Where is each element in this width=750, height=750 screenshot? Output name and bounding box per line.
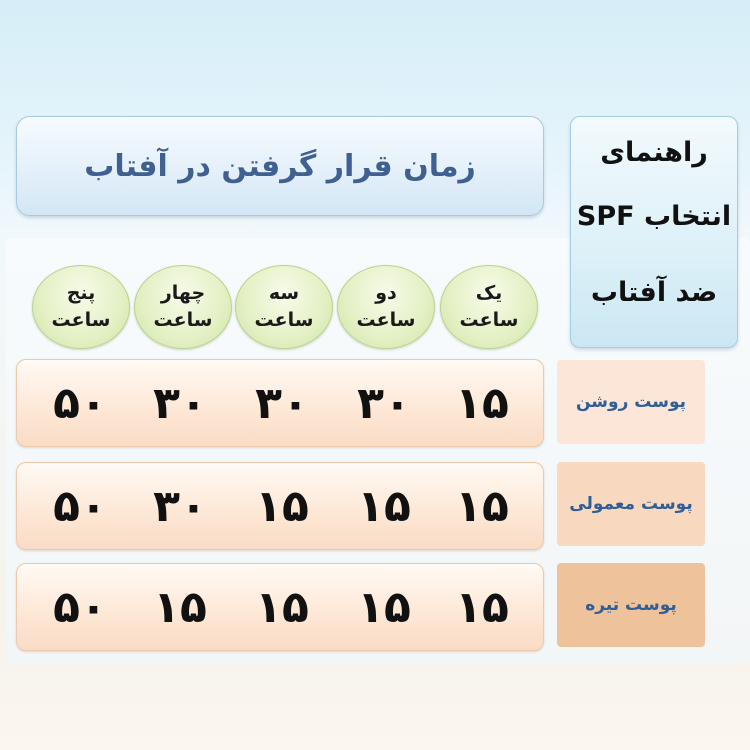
guide-line-2: انتخاب SPF bbox=[576, 201, 732, 232]
guide-line-3: ضد آفتاب bbox=[590, 277, 718, 308]
spf-value: ۱۵ bbox=[357, 480, 411, 532]
guide-line-1: راهنمای bbox=[600, 137, 708, 168]
table-row-dark-skin bbox=[16, 563, 544, 651]
spf-value: ۱۵ bbox=[455, 581, 509, 633]
hour-header-4 bbox=[134, 265, 232, 349]
spf-value: ۱۵ bbox=[255, 581, 309, 633]
hour-header-2 bbox=[337, 265, 435, 349]
hour-unit: ساعت bbox=[153, 309, 213, 331]
spf-value: ۳۰ bbox=[357, 377, 411, 429]
spf-value: ۱۵ bbox=[153, 581, 207, 633]
title-banner bbox=[16, 116, 544, 216]
hour-number: چهار bbox=[160, 282, 206, 304]
spf-value: ۵۰ bbox=[53, 377, 107, 429]
guide-box bbox=[570, 116, 738, 348]
hour-header-1 bbox=[440, 265, 538, 349]
hour-header-5 bbox=[32, 265, 130, 349]
spf-value: ۵۰ bbox=[53, 581, 107, 633]
skin-label-normal: پوست معمولی bbox=[557, 462, 705, 546]
spf-value: ۳۰ bbox=[153, 377, 207, 429]
spf-value: ۱۵ bbox=[455, 480, 509, 532]
spf-value: ۳۰ bbox=[153, 480, 207, 532]
page-title: زمان قرار گرفتن در آفتاب bbox=[84, 148, 476, 184]
spf-value: ۵۰ bbox=[53, 480, 107, 532]
table-row-normal-skin bbox=[16, 462, 544, 550]
hour-number: دو bbox=[375, 282, 397, 304]
hour-header-3 bbox=[235, 265, 333, 349]
hour-number: یک bbox=[475, 282, 503, 304]
hour-unit: ساعت bbox=[459, 309, 519, 331]
spf-value: ۱۵ bbox=[357, 581, 411, 633]
table-row-light-skin bbox=[16, 359, 544, 447]
spf-value: ۱۵ bbox=[255, 480, 309, 532]
spf-value: ۳۰ bbox=[255, 377, 309, 429]
hour-number: سه bbox=[268, 282, 300, 304]
hour-unit: ساعت bbox=[51, 309, 111, 331]
skin-label-dark: پوست تیره bbox=[557, 563, 705, 647]
spf-value: ۱۵ bbox=[455, 377, 509, 429]
hour-number: پنج bbox=[66, 282, 96, 304]
hour-unit: ساعت bbox=[254, 309, 314, 331]
skin-label-light: پوست روشن bbox=[557, 360, 705, 444]
hour-unit: ساعت bbox=[356, 309, 416, 331]
